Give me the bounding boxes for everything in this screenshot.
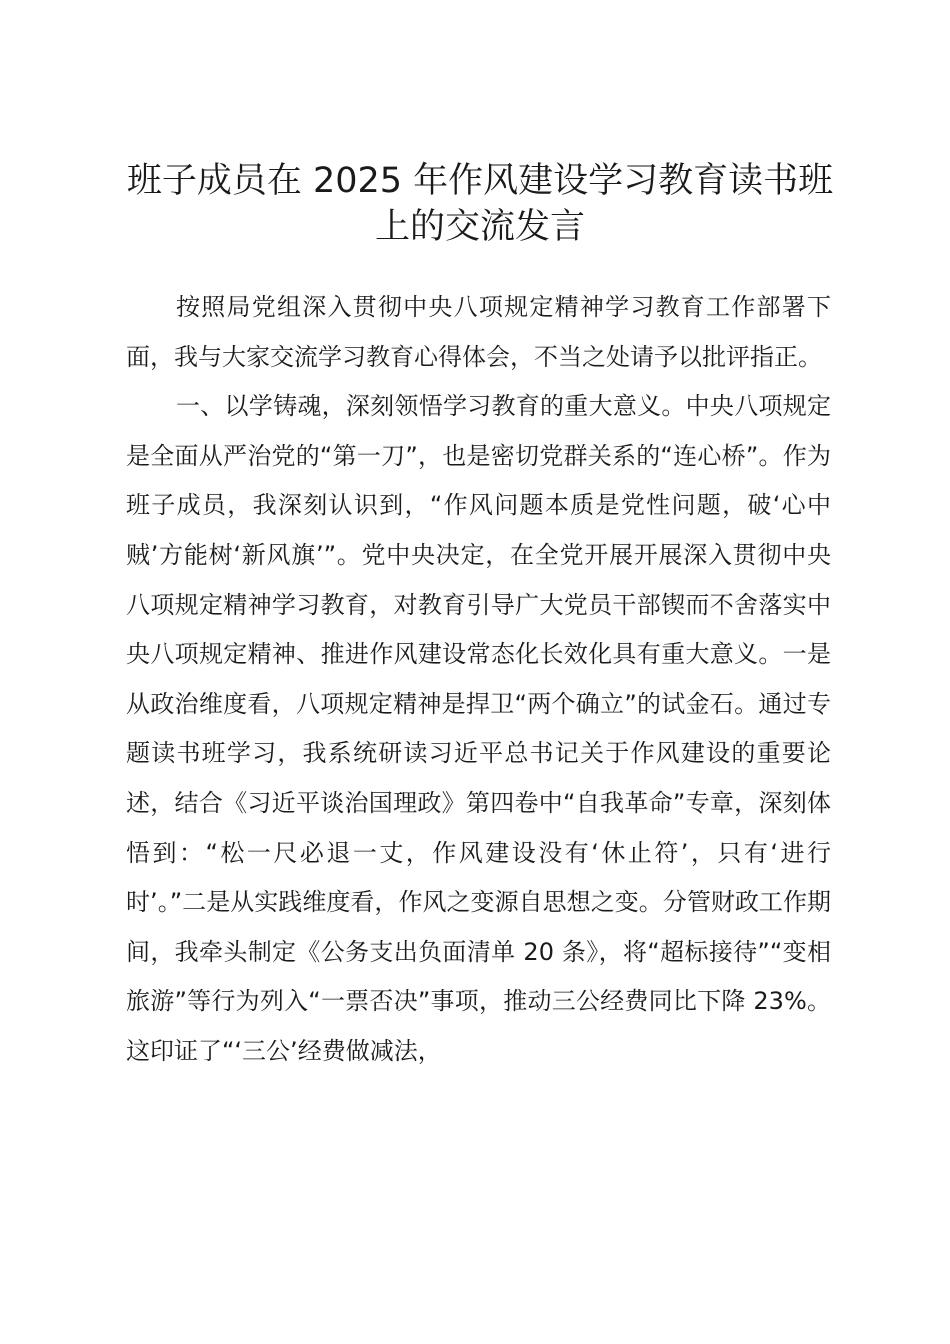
paragraph-section-one: 一、以学铸魂，深刻领悟学习教育的重大意义。中央八项规定是全面从严治党的“第一刀”，也是密切党群关系的“连心桥”。作为班子成员，我深刻认识到，“作风问题本质是党性问题，破‘心中贼’方能树‘新风旗’”。党中央决定，在全党开展开展深入贯彻中央八项规定精神学习教育，对教育引导广大党员干部锲而不舍落实中央八项规定精神、推进作风建设常态化长效化具有重大意义。一是从政治维度看，八项规定精神是捍卫“两个确立”的试金石。通过专题读书班学习，我系统研读习近平总书记关于作风建设的重要论述，结合《习近平谈治国理政》第四卷中“自我革命”专章，深刻体悟到：“松一尺必退一丈，作风建设没有‘休止符’，只有‘进行时’。”二是从实践维度看，作风之变源自思想之变。分管财政工作期间，我牵头制定《公务支出负面清单 20 条》，将“超标接待”“变相旅游”等行为列入“一票否决”事项，推动三公经费同比下降 23%。这印证了“‘三公’经费做减法，	[126, 392, 831, 1065]
document-title: 班子成员在 2025 年作风建设学习教育读书班上的交流发言	[126, 161, 834, 247]
document-body	[126, 283, 831, 1077]
paragraph-intro: 按照局党组深入贯彻中央八项规定精神学习教育工作部署下面，我与大家交流学习教育心得体会，不当之处请予以批评指正。	[126, 293, 831, 371]
